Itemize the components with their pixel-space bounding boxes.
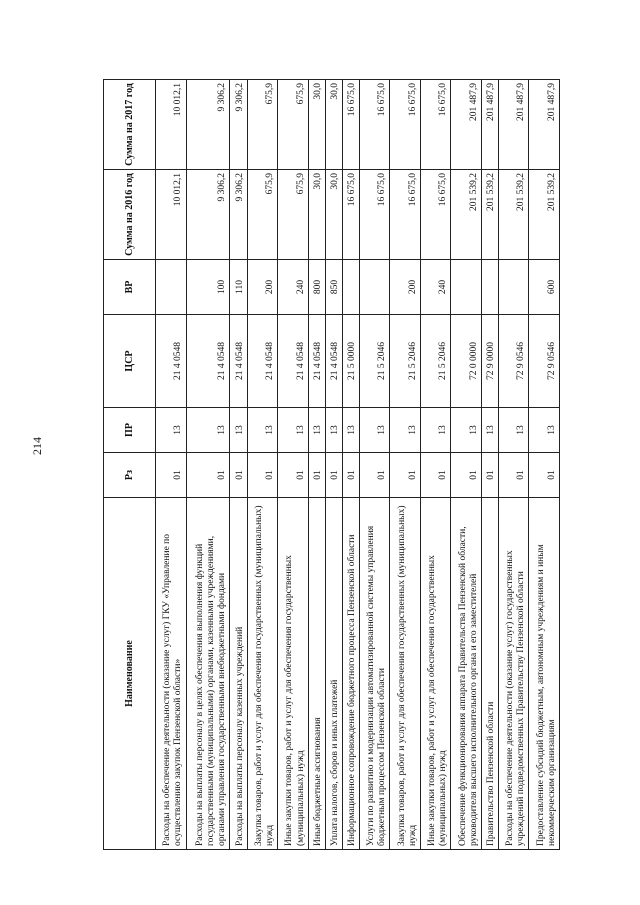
page-number: 214 xyxy=(30,437,44,455)
table-body xyxy=(156,80,560,850)
cell-name: Закупка товаров, работ и услуг для обеспечения государственных (муниципальных) нужд xyxy=(247,498,278,850)
cell-csr: 21 4 0548 xyxy=(186,315,230,408)
cell-sum-2017: 201 487,9 xyxy=(481,80,498,170)
cell-sum-2017: 201 487,9 xyxy=(529,80,560,170)
cell-pr: 13 xyxy=(186,408,230,453)
cell-sum-2016: 201 539,2 xyxy=(498,170,529,260)
cell-rz: 01 xyxy=(325,453,342,498)
cell-csr: 21 5 2046 xyxy=(420,315,451,408)
cell-rz: 01 xyxy=(230,453,247,498)
table-row xyxy=(325,80,342,850)
cell-sum-2016: 30,0 xyxy=(308,170,325,260)
cell-vr: 100 xyxy=(186,260,230,315)
cell-vr: 240 xyxy=(420,260,451,315)
cell-sum-2017: 30,0 xyxy=(325,80,342,170)
cell-sum-2016: 16 675,0 xyxy=(420,170,451,260)
cell-rz: 01 xyxy=(390,453,421,498)
header-vr: ВР xyxy=(104,260,156,315)
cell-pr: 13 xyxy=(390,408,421,453)
table-row xyxy=(230,80,247,850)
cell-pr: 13 xyxy=(481,408,498,453)
cell-pr: 13 xyxy=(342,408,359,453)
cell-sum-2017: 201 487,9 xyxy=(451,80,482,170)
cell-rz: 01 xyxy=(359,453,390,498)
cell-sum-2016: 10 012,1 xyxy=(156,170,187,260)
cell-name: Расходы на обеспечение деятельности (оказание услуг) ГКУ «Управление по осуществлению закупок Пензенской области» xyxy=(156,498,187,850)
table-row xyxy=(481,80,498,850)
cell-sum-2017: 30,0 xyxy=(308,80,325,170)
cell-name: Закупка товаров, работ и услуг для обеспечения государственных (муниципальных) нужд xyxy=(390,498,421,850)
cell-csr: 72 9 0546 xyxy=(498,315,529,408)
cell-name: Иные закупки товаров, работ и услуг для обеспечения государственных (муниципальных) нужд xyxy=(420,498,451,850)
cell-name: Расходы на выплаты персоналу в целях обеспечения выполнения функций государственными (муниципальными) органами, казенными учреждениями, органами управления государственными внебюджетными фондами xyxy=(186,498,230,850)
table-row xyxy=(420,80,451,850)
budget-table-container xyxy=(103,80,560,850)
cell-vr xyxy=(498,260,529,315)
cell-name: Иные бюджетные ассигнования xyxy=(308,498,325,850)
cell-rz: 01 xyxy=(498,453,529,498)
cell-vr xyxy=(156,260,187,315)
header-sum-2017: Сумма на 2017 год xyxy=(104,80,156,170)
cell-sum-2017: 16 675,0 xyxy=(342,80,359,170)
table-row xyxy=(308,80,325,850)
table-row xyxy=(451,80,482,850)
cell-sum-2016: 16 675,0 xyxy=(342,170,359,260)
cell-pr: 13 xyxy=(247,408,278,453)
cell-csr: 72 9 0546 xyxy=(529,315,560,408)
cell-pr: 13 xyxy=(529,408,560,453)
cell-rz: 01 xyxy=(342,453,359,498)
cell-rz: 01 xyxy=(156,453,187,498)
cell-name: Правительство Пензенской области xyxy=(481,498,498,850)
cell-csr: 72 0 0000 xyxy=(451,315,482,408)
cell-csr: 21 4 0548 xyxy=(325,315,342,408)
cell-sum-2016: 9 306,2 xyxy=(230,170,247,260)
cell-sum-2016: 201 539,2 xyxy=(481,170,498,260)
header-rz: Рз xyxy=(104,453,156,498)
cell-csr: 21 4 0548 xyxy=(156,315,187,408)
cell-vr xyxy=(359,260,390,315)
cell-sum-2016: 201 539,2 xyxy=(529,170,560,260)
table-row xyxy=(342,80,359,850)
cell-vr: 850 xyxy=(325,260,342,315)
cell-pr: 13 xyxy=(308,408,325,453)
cell-csr: 21 4 0548 xyxy=(230,315,247,408)
cell-pr: 13 xyxy=(156,408,187,453)
cell-pr: 13 xyxy=(451,408,482,453)
cell-sum-2017: 201 487,9 xyxy=(498,80,529,170)
cell-sum-2017: 675,9 xyxy=(278,80,309,170)
cell-vr: 800 xyxy=(308,260,325,315)
cell-pr: 13 xyxy=(359,408,390,453)
cell-sum-2016: 675,9 xyxy=(247,170,278,260)
cell-rz: 01 xyxy=(529,453,560,498)
header-name: Наименование xyxy=(104,498,156,850)
cell-pr: 13 xyxy=(230,408,247,453)
cell-sum-2016: 201 539,2 xyxy=(451,170,482,260)
cell-sum-2016: 30,0 xyxy=(325,170,342,260)
table-row xyxy=(359,80,390,850)
table-row xyxy=(498,80,529,850)
cell-name: Иные закупки товаров, работ и услуг для обеспечения государственных (муниципальных) нужд xyxy=(278,498,309,850)
cell-name: Расходы на выплаты персоналу казенных учреждений xyxy=(230,498,247,850)
cell-pr: 13 xyxy=(325,408,342,453)
cell-rz: 01 xyxy=(278,453,309,498)
cell-csr: 21 4 0548 xyxy=(308,315,325,408)
cell-vr xyxy=(451,260,482,315)
header-sum-2016: Сумма на 2016 год xyxy=(104,170,156,260)
table-row xyxy=(390,80,421,850)
cell-sum-2016: 16 675,0 xyxy=(359,170,390,260)
cell-rz: 01 xyxy=(481,453,498,498)
cell-rz: 01 xyxy=(186,453,230,498)
cell-vr: 110 xyxy=(230,260,247,315)
cell-pr: 13 xyxy=(498,408,529,453)
cell-sum-2017: 16 675,0 xyxy=(359,80,390,170)
header-pr: ПР xyxy=(104,408,156,453)
cell-vr xyxy=(342,260,359,315)
table-row xyxy=(529,80,560,850)
cell-csr: 21 5 0000 xyxy=(342,315,359,408)
cell-name: Уплата налогов, сборов и иных платежей xyxy=(325,498,342,850)
cell-sum-2017: 10 012,1 xyxy=(156,80,187,170)
cell-vr: 200 xyxy=(390,260,421,315)
cell-rz: 01 xyxy=(308,453,325,498)
cell-vr: 200 xyxy=(247,260,278,315)
header-csr: ЦСР xyxy=(104,315,156,408)
cell-rz: 01 xyxy=(451,453,482,498)
table-row xyxy=(156,80,187,850)
cell-name: Услуги по развитию и модернизации автоматизированной системы управления бюджетным процессом Пензенской области xyxy=(359,498,390,850)
cell-sum-2017: 675,9 xyxy=(247,80,278,170)
cell-sum-2017: 16 675,0 xyxy=(420,80,451,170)
cell-name: Обеспечение функционирования аппарата Правительства Пензенской области, руководителя высшего исполнительного органа и его заместителей xyxy=(451,498,482,850)
cell-csr: 21 5 2046 xyxy=(390,315,421,408)
table-row xyxy=(186,80,230,850)
table-header-row xyxy=(104,80,156,850)
cell-pr: 13 xyxy=(420,408,451,453)
cell-sum-2017: 9 306,2 xyxy=(186,80,230,170)
cell-name: Расходы на обеспечение деятельности (оказание услуг) государственных учреждений подведомственных Правительству Пензенской области xyxy=(498,498,529,850)
cell-csr: 21 5 2046 xyxy=(359,315,390,408)
budget-table xyxy=(103,79,560,850)
cell-sum-2016: 16 675,0 xyxy=(390,170,421,260)
cell-vr xyxy=(481,260,498,315)
cell-sum-2016: 9 306,2 xyxy=(186,170,230,260)
table-row xyxy=(278,80,309,850)
cell-name: Информационное сопровождение бюджетного процесса Пензенской области xyxy=(342,498,359,850)
cell-sum-2017: 9 306,2 xyxy=(230,80,247,170)
cell-rz: 01 xyxy=(247,453,278,498)
table-row xyxy=(247,80,278,850)
cell-pr: 13 xyxy=(278,408,309,453)
cell-sum-2017: 16 675,0 xyxy=(390,80,421,170)
cell-sum-2016: 675,9 xyxy=(278,170,309,260)
cell-csr: 72 9 0000 xyxy=(481,315,498,408)
cell-csr: 21 4 0548 xyxy=(247,315,278,408)
cell-rz: 01 xyxy=(420,453,451,498)
cell-csr: 21 4 0548 xyxy=(278,315,309,408)
cell-vr: 600 xyxy=(529,260,560,315)
cell-vr: 240 xyxy=(278,260,309,315)
cell-name: Предоставление субсидий бюджетным, автономным учреждениям и иным некоммерческим организациям xyxy=(529,498,560,850)
